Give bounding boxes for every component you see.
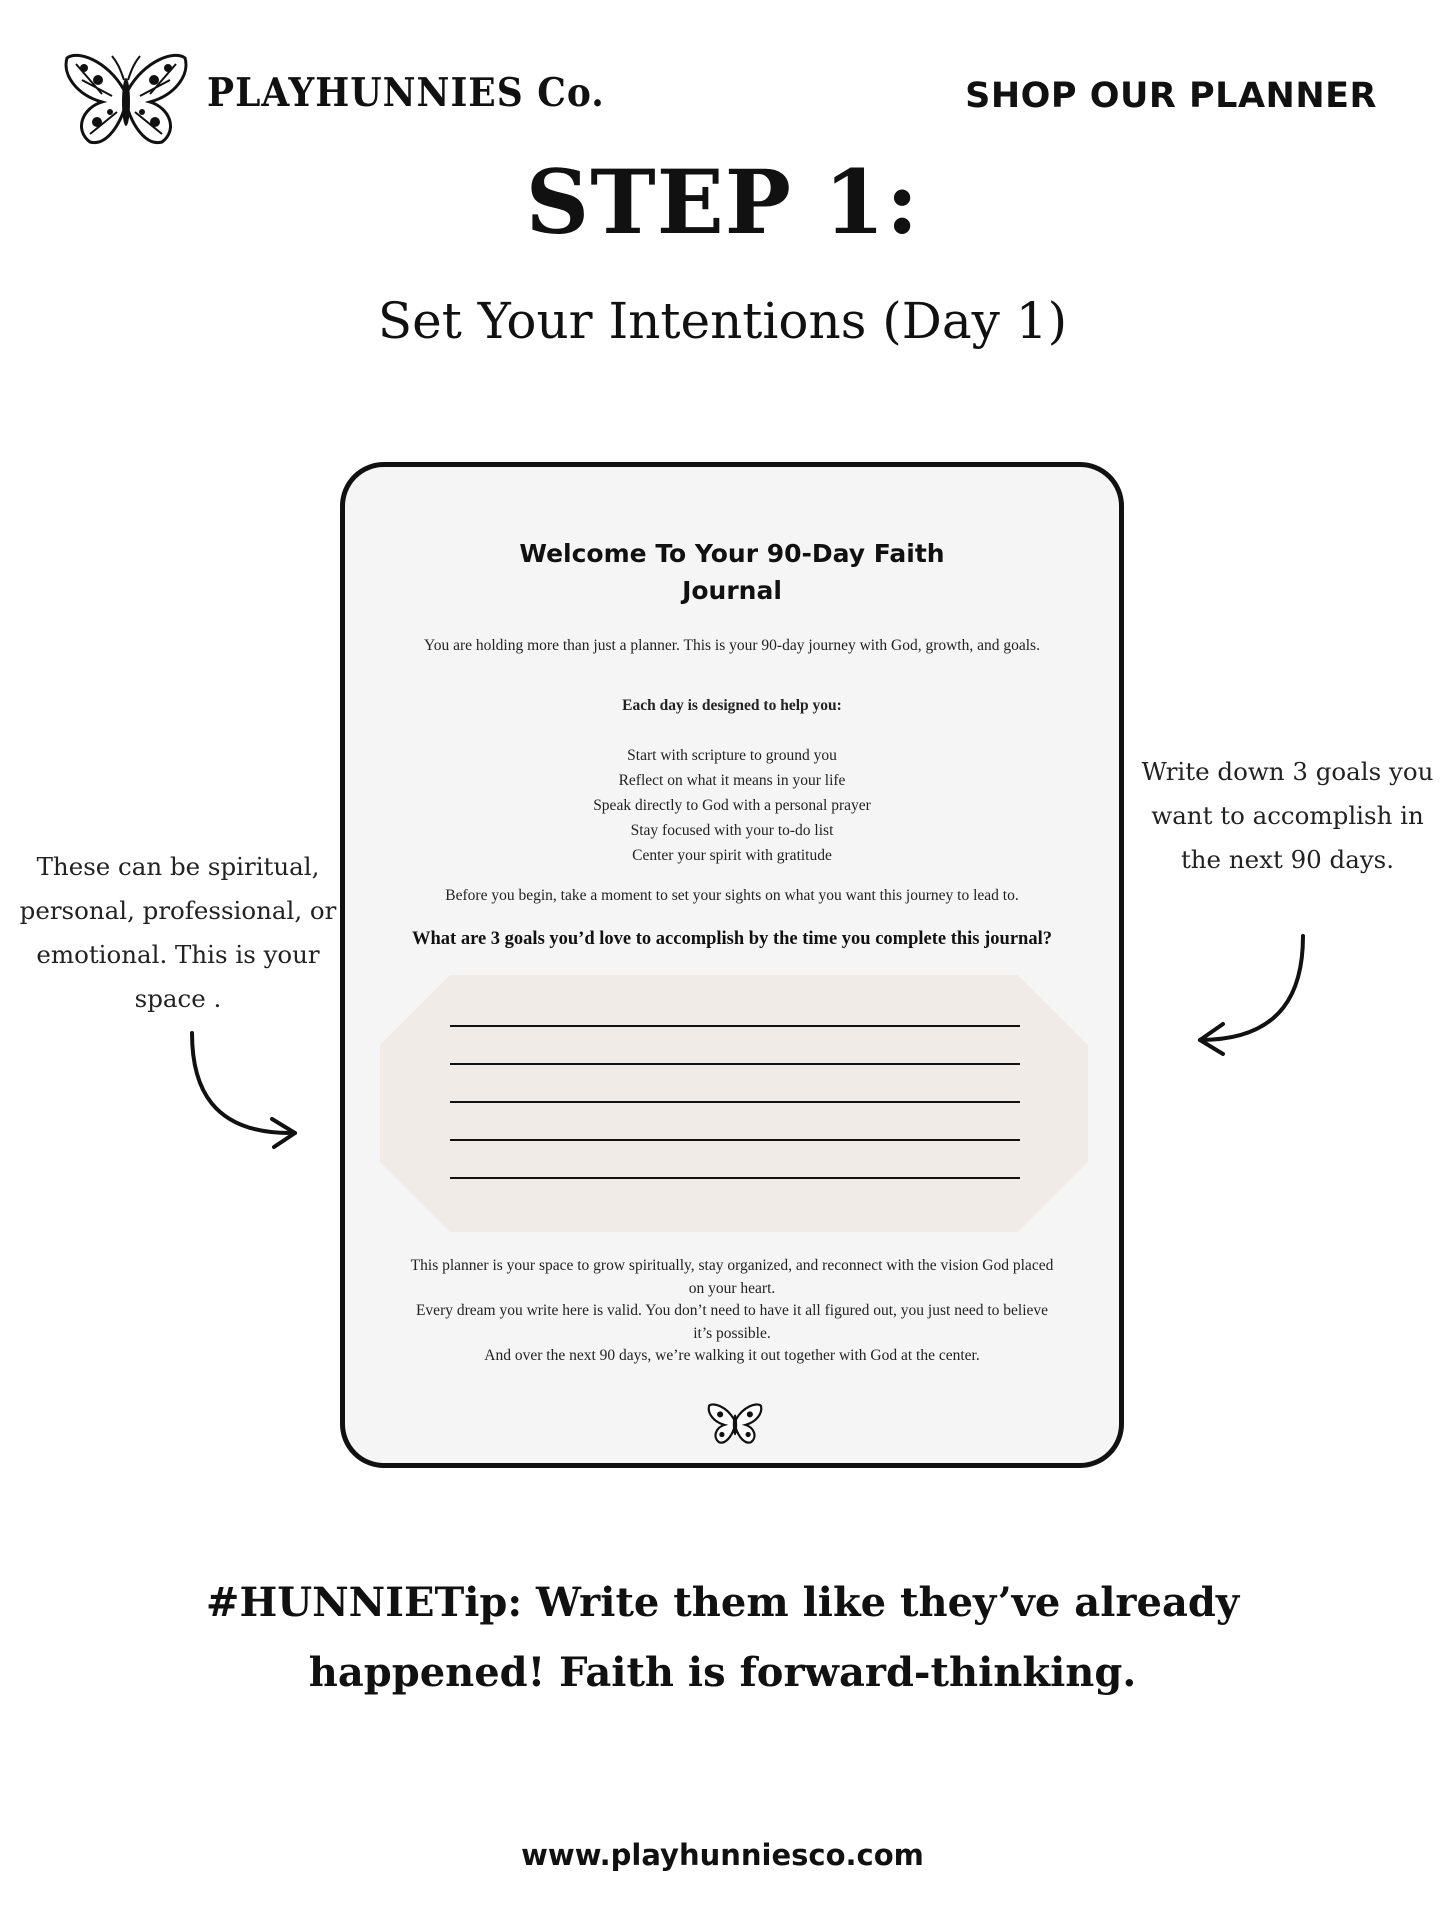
brand-name: PLAYHUNNIES Co. — [207, 69, 605, 117]
hunnie-tip-line2: happened! Faith is forward-thinking. — [308, 1649, 1137, 1696]
goal-writing-area[interactable] — [380, 975, 1088, 1232]
goal-line — [450, 1139, 1020, 1141]
butterfly-icon — [62, 50, 190, 150]
journal-intro: You are holding more than just a planner. This is your 90-day journey with God, growth, and goals. — [424, 637, 1040, 654]
journal-goal-question: What are 3 goals you’d love to accomplish by the time you complete this journal? — [412, 929, 1052, 949]
right-side-note: Write down 3 goals you want to accomplish in the next 90 days. — [1141, 757, 1434, 874]
step-title: STEP 1: — [525, 150, 920, 254]
journal-closing-1: This planner is your space to grow spiritually, stay organized, and reconnect with the vision God placed on your heart. — [410, 1257, 1054, 1297]
hunnie-tip — [0, 1568, 1445, 1708]
journal-lead: Each day is designed to help you: — [622, 697, 842, 714]
brand-logo[interactable] — [62, 50, 605, 150]
list-item: Start with scripture to ground you — [627, 747, 837, 764]
shop-planner-link[interactable]: SHOP OUR PLANNER — [965, 76, 1377, 116]
journal-closing — [405, 1255, 1059, 1368]
list-item: Stay focused with your to-do list — [630, 822, 834, 839]
curved-arrow-right-icon — [180, 1025, 310, 1155]
journal-title-line2: Journal — [682, 576, 782, 605]
left-side-note: These can be spiritual, personal, professional, or emotional. This is your space . — [19, 852, 337, 1013]
curved-arrow-left-icon — [1185, 928, 1315, 1058]
journal-item-list — [345, 743, 1119, 868]
goal-line — [450, 1177, 1020, 1179]
goal-line — [450, 1025, 1020, 1027]
journal-title-line1: Welcome To Your 90-Day Faith — [519, 539, 945, 568]
website-url[interactable]: www.playhunniesco.com — [521, 1838, 924, 1872]
journal-closing-3: And over the next 90 days, we’re walking it out together with God at the center. — [484, 1347, 980, 1364]
journal-title — [345, 535, 1119, 609]
journal-preview-frame — [340, 462, 1124, 1468]
goal-line — [450, 1063, 1020, 1065]
journal-before-text: Before you begin, take a moment to set your sights on what you want this journey to lead to. — [445, 887, 1019, 904]
list-item: Center your spirit with gratitude — [632, 847, 832, 864]
list-item: Reflect on what it means in your life — [618, 772, 846, 789]
journal-closing-2: Every dream you write here is valid. You don’t need to have it all figured out, you just need to believe it’s possible. — [415, 1302, 1049, 1342]
butterfly-icon — [707, 1402, 763, 1446]
step-subtitle: Set Your Intentions (Day 1) — [377, 292, 1068, 350]
list-item: Speak directly to God with a personal prayer — [593, 797, 871, 814]
hunnie-tip-line1: #HUNNIETip: Write them like they’ve already — [205, 1579, 1240, 1626]
goal-line — [450, 1101, 1020, 1103]
